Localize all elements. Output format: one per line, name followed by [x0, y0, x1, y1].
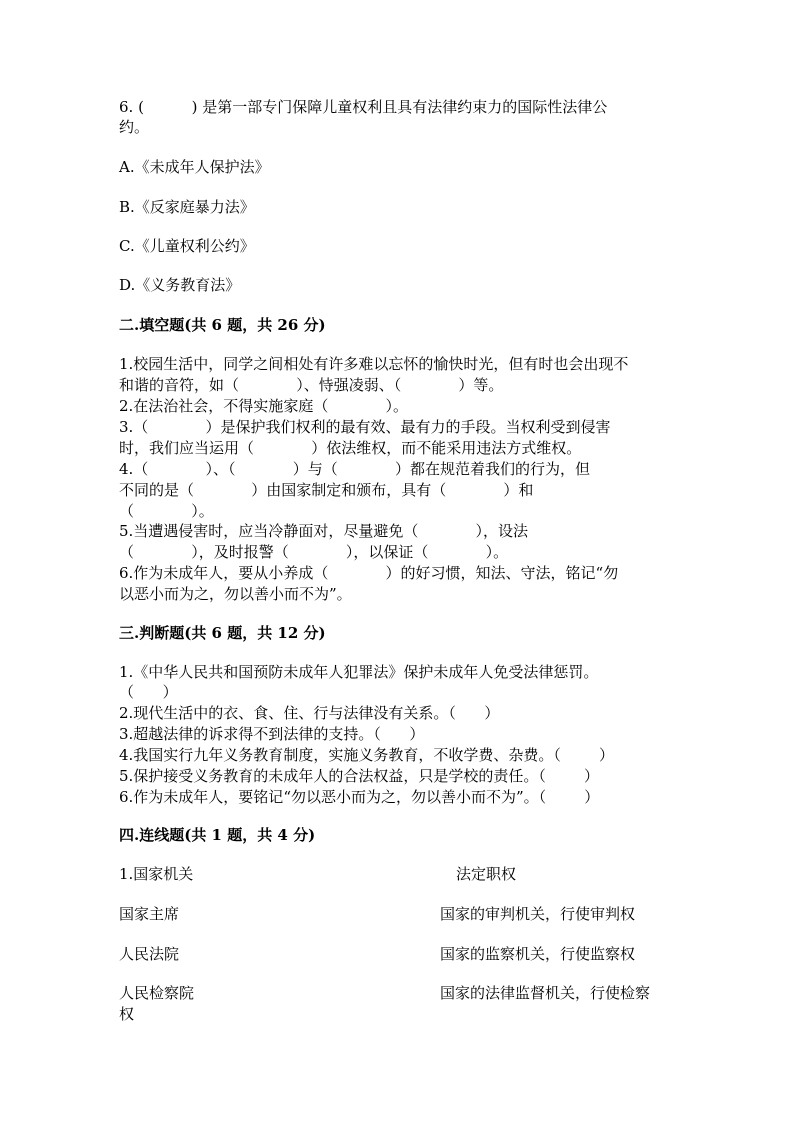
fill-line: 1.校园生活中，同学之间相处有许多难以忘怀的愉快时光，但有时也会出现不: [119, 355, 629, 373]
q6-stem-line2: 约。: [119, 118, 150, 136]
q6-option-a: A.《未成年人保护法》: [119, 158, 270, 176]
match-left-item: 人民检察院: [119, 984, 195, 1002]
match-left-title: 1.国家机关: [119, 865, 194, 883]
fill-line: （ ）。: [119, 502, 214, 520]
q6-option-c: C.《儿童权利公约》: [119, 237, 255, 255]
fill-line: 不同的是（ ）由国家制定和颁布，具有（ ）和: [119, 481, 534, 499]
q6-stem-line1: 6. ( ) 是第一部专门保障儿童权利且具有法律约束力的国际性法律公: [119, 98, 608, 116]
match-section-heading: 四.连线题(共 1 题，共 4 分): [119, 826, 316, 844]
fill-line: 以恶小而为之，勿以善小而不为”。: [119, 585, 352, 603]
judge-line: 1.《中华人民共和国预防未成年人犯罪法》保护未成年人免受法律惩罚。: [119, 663, 599, 681]
fill-line: 2.在法治社会，不得实施家庭（ ）。: [119, 397, 409, 415]
fill-line: 和谐的音符，如（ ）、恃强凌弱、（ ）等。: [119, 376, 504, 394]
match-right-item: 国家的审判机关，行使审判权: [440, 905, 636, 923]
fill-line: 3.（ ）是保护我们权利的最有效、最有力的手段。当权利受到侵害: [119, 418, 611, 436]
match-right-item: 国家的法律监督机关，行使检察: [440, 984, 651, 1002]
match-left-item: 人民法院: [119, 945, 180, 963]
judge-line: 6.作为未成年人，要铭记“勿以恶小而为之，勿以善小而不为”。（ ）: [119, 788, 600, 806]
fill-line: （ ），及时报警（ ），以保证（ ）。: [119, 543, 509, 561]
q6-option-d: D.《义务教育法》: [119, 276, 241, 294]
judge-line: 3.超越法律的诉求得不到法律的支持。（ ）: [119, 725, 425, 743]
fill-line: 6.作为未成年人，要从小养成（ ）的好习惯，知法、守法，铭记“勿: [119, 564, 619, 582]
match-right-item: 国家的监察机关，行使监察权: [440, 945, 636, 963]
judge-line: （ ）: [119, 683, 178, 701]
judge-line: 2.现代生活中的衣、食、住、行与法律没有关系。（ ）: [119, 704, 500, 722]
match-left-item: 国家主席: [119, 905, 180, 923]
judge-line: 5.保护接受义务教育的未成年人的合法权益，只是学校的责任。（ ）: [119, 767, 599, 785]
match-right-title: 法定职权: [456, 865, 517, 883]
q6-option-b: B.《反家庭暴力法》: [119, 198, 255, 216]
fill-line: 5.当遭遇侵害时，应当冷静面对，尽量避免（ ），设法: [119, 522, 529, 540]
judge-section-heading: 三.判断题(共 6 题，共 12 分): [119, 624, 326, 642]
fill-line: 4.（ ）、（ ）与（ ）都在规范着我们的行为，但: [119, 460, 590, 478]
fill-section-heading: 二.填空题(共 6 题，共 26 分): [119, 316, 326, 334]
judge-line: 4.我国实行九年义务教育制度，实施义务教育，不收学费、杂费。（ ）: [119, 746, 614, 764]
match-right-item-wrap: 权: [119, 1005, 135, 1023]
fill-line: 时，我们应当运用（ ）依法维权，而不能采用违法方式维权。: [119, 439, 582, 457]
